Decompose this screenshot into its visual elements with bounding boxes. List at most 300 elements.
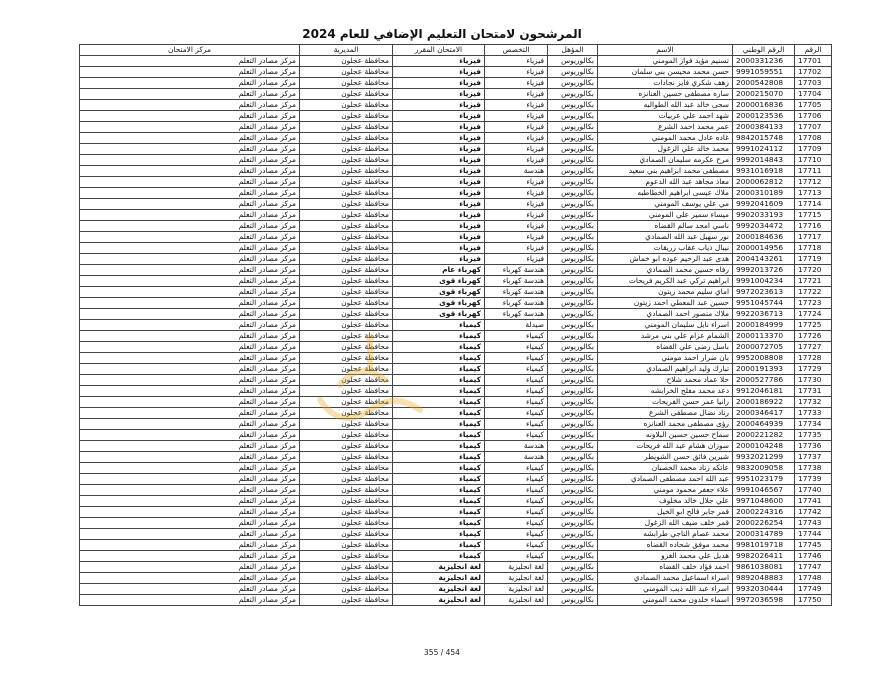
cell-no: 17747 <box>795 562 832 573</box>
cell-center: مركز مصادر التعلم <box>80 133 300 144</box>
cell-center: مركز مصادر التعلم <box>80 364 300 375</box>
cell-no: 17750 <box>795 595 832 606</box>
cell-name: قمر جابر قالح ابو الخيل <box>598 507 733 518</box>
cell-qualification: بكالوريوس <box>548 551 598 562</box>
cell-center: مركز مصادر التعلم <box>80 595 300 606</box>
cell-qualification: بكالوريوس <box>548 529 598 540</box>
cell-name: نيبال ذياب عقاب زريقات <box>598 243 733 254</box>
cell-no: 17701 <box>795 56 832 67</box>
cell-national-id: 2000186922 <box>733 397 795 408</box>
table-row <box>80 298 832 309</box>
cell-national-id: 2000104248 <box>733 441 795 452</box>
cell-specialization: كيمياء <box>485 419 548 430</box>
cell-center: مركز مصادر التعلم <box>80 386 300 397</box>
candidates-table <box>79 44 832 606</box>
cell-center: مركز مصادر التعلم <box>80 496 300 507</box>
cell-center: مركز مصادر التعلم <box>80 243 300 254</box>
cell-qualification: بكالوريوس <box>548 287 598 298</box>
cell-national-id: 9972036598 <box>733 595 795 606</box>
cell-name: ابراهيم تركي عبد الكريم فريحات <box>598 276 733 287</box>
cell-name: نور سهيل عبد الله الصمادي <box>598 232 733 243</box>
cell-center: مركز مصادر التعلم <box>80 199 300 210</box>
cell-exam: كيمياء <box>393 540 485 551</box>
cell-name: رفاه حسين محمد الصمادي <box>598 265 733 276</box>
cell-national-id: 9861038081 <box>733 562 795 573</box>
cell-directorate: محافظة عجلون <box>300 243 393 254</box>
cell-exam: كيمياء <box>393 496 485 507</box>
cell-specialization: كيمياء <box>485 430 548 441</box>
cell-name: عبد الله احمد مصطفى الصمادي <box>598 474 733 485</box>
table-row <box>80 287 832 298</box>
table-row <box>80 463 832 474</box>
cell-exam: لغة انجليزية <box>393 595 485 606</box>
cell-national-id: 2000123536 <box>733 111 795 122</box>
table-row <box>80 408 832 419</box>
table-row <box>80 265 832 276</box>
cell-qualification: بكالوريوس <box>548 540 598 551</box>
cell-qualification: بكالوريوس <box>548 397 598 408</box>
cell-specialization: كيمياء <box>485 518 548 529</box>
cell-specialization: فيزياء <box>485 243 548 254</box>
cell-specialization: لغة انجليزية <box>485 584 548 595</box>
cell-directorate: محافظة عجلون <box>300 364 393 375</box>
cell-specialization: صيدلة <box>485 320 548 331</box>
cell-directorate: محافظة عجلون <box>300 67 393 78</box>
cell-center: مركز مصادر التعلم <box>80 276 300 287</box>
cell-national-id: 9992014843 <box>733 155 795 166</box>
cell-no: 17728 <box>795 353 832 364</box>
cell-national-id: 2000346417 <box>733 408 795 419</box>
cell-directorate: محافظة عجلون <box>300 595 393 606</box>
cell-directorate: محافظة عجلون <box>300 397 393 408</box>
cell-national-id: 2000314789 <box>733 529 795 540</box>
cell-directorate: محافظة عجلون <box>300 287 393 298</box>
cell-center: مركز مصادر التعلم <box>80 529 300 540</box>
cell-no: 17715 <box>795 210 832 221</box>
cell-center: مركز مصادر التعلم <box>80 56 300 67</box>
cell-qualification: بكالوريوس <box>548 562 598 573</box>
cell-name: سوزان هشام عبد الله فريحات <box>598 441 733 452</box>
cell-specialization: كيمياء <box>485 551 548 562</box>
cell-national-id: 9932030444 <box>733 584 795 595</box>
cell-specialization: كيمياء <box>485 331 548 342</box>
table-row <box>80 595 832 606</box>
cell-name: رناد نضال مصطفى الشرع <box>598 408 733 419</box>
cell-directorate: محافظة عجلون <box>300 562 393 573</box>
cell-center: مركز مصادر التعلم <box>80 331 300 342</box>
cell-national-id: 9991046567 <box>733 485 795 496</box>
table-row <box>80 67 832 78</box>
cell-specialization: هندسة كهرباء <box>485 287 548 298</box>
cell-qualification: بكالوريوس <box>548 276 598 287</box>
cell-exam: كيمياء <box>393 408 485 419</box>
cell-center: مركز مصادر التعلم <box>80 474 300 485</box>
cell-no: 17711 <box>795 166 832 177</box>
cell-no: 17704 <box>795 89 832 100</box>
cell-name: اسراء اسماعيل محمد الصمادي <box>598 573 733 584</box>
cell-directorate: محافظة عجلون <box>300 540 393 551</box>
cell-specialization: فيزياء <box>485 100 548 111</box>
cell-exam: فيزياء <box>393 177 485 188</box>
table-row <box>80 353 832 364</box>
cell-national-id: 9912046181 <box>733 386 795 397</box>
table-row <box>80 89 832 100</box>
cell-national-id: 2000464939 <box>733 419 795 430</box>
cell-qualification: بكالوريوس <box>548 573 598 584</box>
cell-directorate: محافظة عجلون <box>300 485 393 496</box>
cell-specialization: هندسة كهرباء <box>485 265 548 276</box>
cell-exam: فيزياء <box>393 67 485 78</box>
cell-center: مركز مصادر التعلم <box>80 518 300 529</box>
cell-specialization: فيزياء <box>485 122 548 133</box>
cell-no: 17730 <box>795 375 832 386</box>
cell-national-id: 2000072705 <box>733 342 795 353</box>
cell-no: 17722 <box>795 287 832 298</box>
cell-specialization: فيزياء <box>485 67 548 78</box>
cell-center: مركز مصادر التعلم <box>80 562 300 573</box>
cell-center: مركز مصادر التعلم <box>80 309 300 320</box>
cell-qualification: بكالوريوس <box>548 518 598 529</box>
cell-no: 17734 <box>795 419 832 430</box>
cell-national-id: 9892048883 <box>733 573 795 584</box>
cell-exam: فيزياء <box>393 100 485 111</box>
header-name: الاسم <box>598 45 733 56</box>
cell-exam: فيزياء <box>393 89 485 100</box>
cell-national-id: 2000331236 <box>733 56 795 67</box>
cell-center: مركز مصادر التعلم <box>80 430 300 441</box>
cell-exam: كيمياء <box>393 320 485 331</box>
cell-qualification: بكالوريوس <box>548 353 598 364</box>
table-row <box>80 210 832 221</box>
cell-qualification: بكالوريوس <box>548 507 598 518</box>
cell-directorate: محافظة عجلون <box>300 210 393 221</box>
cell-qualification: بكالوريوس <box>548 67 598 78</box>
table-row <box>80 529 832 540</box>
cell-center: مركز مصادر التعلم <box>80 507 300 518</box>
table-row <box>80 320 832 331</box>
cell-exam: فيزياء <box>393 78 485 89</box>
cell-qualification: بكالوريوس <box>548 111 598 122</box>
header-no: الرقم <box>795 45 832 56</box>
cell-qualification: بكالوريوس <box>548 342 598 353</box>
cell-directorate: محافظة عجلون <box>300 122 393 133</box>
cell-exam: كيمياء <box>393 353 485 364</box>
cell-center: مركز مصادر التعلم <box>80 166 300 177</box>
cell-no: 17729 <box>795 364 832 375</box>
cell-no: 17718 <box>795 243 832 254</box>
cell-directorate: محافظة عجلون <box>300 155 393 166</box>
cell-directorate: محافظة عجلون <box>300 551 393 562</box>
table-row <box>80 232 832 243</box>
table-row <box>80 221 832 232</box>
cell-directorate: محافظة عجلون <box>300 133 393 144</box>
cell-directorate: محافظة عجلون <box>300 100 393 111</box>
cell-name: ساره مصطفى حسين العنانزه <box>598 89 733 100</box>
cell-national-id: 2000226254 <box>733 518 795 529</box>
cell-directorate: محافظة عجلون <box>300 419 393 430</box>
cell-national-id: 9902033193 <box>733 210 795 221</box>
cell-name: سماح حسين حسين البلاونه <box>598 430 733 441</box>
cell-name: غاده عادل محمد المومني <box>598 133 733 144</box>
cell-specialization: لغة انجليزية <box>485 573 548 584</box>
cell-exam: كيمياء <box>393 386 485 397</box>
cell-exam: فيزياء <box>393 155 485 166</box>
cell-national-id: 2004143261 <box>733 254 795 265</box>
cell-directorate: محافظة عجلون <box>300 298 393 309</box>
cell-directorate: محافظة عجلون <box>300 507 393 518</box>
cell-exam: فيزياء <box>393 210 485 221</box>
cell-specialization: كيمياء <box>485 507 548 518</box>
cell-exam: كيمياء <box>393 430 485 441</box>
table-row <box>80 485 832 496</box>
cell-name: قمر خلف ضيف الله الزغول <box>598 518 733 529</box>
table-row <box>80 243 832 254</box>
table-row <box>80 584 832 595</box>
cell-exam: كيمياء <box>393 463 485 474</box>
cell-no: 17717 <box>795 232 832 243</box>
cell-directorate: محافظة عجلون <box>300 320 393 331</box>
cell-qualification: بكالوريوس <box>548 375 598 386</box>
cell-directorate: محافظة عجلون <box>300 276 393 287</box>
table-row <box>80 562 832 573</box>
cell-qualification: بكالوريوس <box>548 298 598 309</box>
cell-qualification: بكالوريوس <box>548 265 598 276</box>
cell-national-id: 9992034472 <box>733 221 795 232</box>
cell-directorate: محافظة عجلون <box>300 474 393 485</box>
cell-national-id: 2000384133 <box>733 122 795 133</box>
cell-specialization: فيزياء <box>485 199 548 210</box>
cell-exam: كيمياء <box>393 364 485 375</box>
cell-directorate: محافظة عجلون <box>300 56 393 67</box>
cell-qualification: بكالوريوس <box>548 595 598 606</box>
cell-qualification: بكالوريوس <box>548 430 598 441</box>
cell-directorate: محافظة عجلون <box>300 529 393 540</box>
cell-qualification: بكالوريوس <box>548 89 598 100</box>
cell-no: 17741 <box>795 496 832 507</box>
cell-exam: كيمياء <box>393 507 485 518</box>
cell-center: مركز مصادر التعلم <box>80 210 300 221</box>
cell-national-id: 2000113370 <box>733 331 795 342</box>
cell-qualification: بكالوريوس <box>548 364 598 375</box>
cell-specialization: فيزياء <box>485 78 548 89</box>
cell-national-id: 2000215070 <box>733 89 795 100</box>
cell-specialization: فيزياء <box>485 232 548 243</box>
cell-no: 17737 <box>795 452 832 463</box>
cell-specialization: كيمياء <box>485 529 548 540</box>
cell-center: مركز مصادر التعلم <box>80 452 300 463</box>
cell-exam: فيزياء <box>393 254 485 265</box>
cell-no: 17725 <box>795 320 832 331</box>
cell-directorate: محافظة عجلون <box>300 518 393 529</box>
cell-directorate: محافظة عجلون <box>300 111 393 122</box>
cell-specialization: كيمياء <box>485 540 548 551</box>
cell-center: مركز مصادر التعلم <box>80 485 300 496</box>
cell-specialization: كيمياء <box>485 397 548 408</box>
cell-specialization: لغة انجليزية <box>485 562 548 573</box>
cell-directorate: محافظة عجلون <box>300 199 393 210</box>
table-row <box>80 430 832 441</box>
cell-exam: فيزياء <box>393 232 485 243</box>
cell-name: مرح عكرمه سليمان الصمادي <box>598 155 733 166</box>
table-row <box>80 518 832 529</box>
cell-national-id: 9991059551 <box>733 67 795 78</box>
cell-no: 17707 <box>795 122 832 133</box>
cell-national-id: 9951023179 <box>733 474 795 485</box>
cell-directorate: محافظة عجلون <box>300 353 393 364</box>
cell-no: 17703 <box>795 78 832 89</box>
cell-specialization: فيزياء <box>485 56 548 67</box>
cell-name: محمد موفق شحاده القضاه <box>598 540 733 551</box>
cell-specialization: كيمياء <box>485 342 548 353</box>
cell-specialization: هندسة كهرباء <box>485 276 548 287</box>
cell-name: اسراء عبد الله ذيب المومني <box>598 584 733 595</box>
cell-exam: كيمياء <box>393 518 485 529</box>
cell-exam: كيمياء <box>393 441 485 452</box>
cell-national-id: 9971048600 <box>733 496 795 507</box>
cell-qualification: بكالوريوس <box>548 221 598 232</box>
cell-name: اسراء نايل سليمان المومني <box>598 320 733 331</box>
table-row <box>80 364 832 375</box>
cell-specialization: كيمياء <box>485 353 548 364</box>
cell-exam: فيزياء <box>393 133 485 144</box>
table-row <box>80 144 832 155</box>
cell-center: مركز مصادر التعلم <box>80 441 300 452</box>
cell-name: حسن محمد محيسن بني سلمان <box>598 67 733 78</box>
table-header-row <box>80 45 832 56</box>
header-center: مركز الامتحان <box>80 45 300 56</box>
cell-exam: كهرباء قوى <box>393 276 485 287</box>
cell-specialization: فيزياء <box>485 210 548 221</box>
cell-exam: لغة انجليزية <box>393 573 485 584</box>
table-row <box>80 375 832 386</box>
cell-name: بان ضرار احمد مومني <box>598 353 733 364</box>
cell-national-id: 2000191393 <box>733 364 795 375</box>
cell-national-id: 9992041609 <box>733 199 795 210</box>
cell-qualification: بكالوريوس <box>548 243 598 254</box>
cell-name: حلا عماد محمد شلاح <box>598 375 733 386</box>
cell-no: 17724 <box>795 309 832 320</box>
cell-qualification: بكالوريوس <box>548 419 598 430</box>
cell-specialization: كيمياء <box>485 485 548 496</box>
cell-exam: فيزياء <box>393 111 485 122</box>
cell-no: 17721 <box>795 276 832 287</box>
cell-qualification: بكالوريوس <box>548 232 598 243</box>
cell-national-id: 9951045744 <box>733 298 795 309</box>
cell-no: 17710 <box>795 155 832 166</box>
table-row <box>80 507 832 518</box>
cell-qualification: بكالوريوس <box>548 122 598 133</box>
cell-name: ناسي امجد سالم القضاه <box>598 221 733 232</box>
cell-directorate: محافظة عجلون <box>300 342 393 353</box>
cell-center: مركز مصادر التعلم <box>80 419 300 430</box>
cell-directorate: محافظة عجلون <box>300 232 393 243</box>
cell-qualification: بكالوريوس <box>548 254 598 265</box>
cell-center: مركز مصادر التعلم <box>80 298 300 309</box>
cell-qualification: بكالوريوس <box>548 155 598 166</box>
cell-exam: كهرباء قوى <box>393 309 485 320</box>
header-national-id: الرقم الوطني <box>733 45 795 56</box>
cell-no: 17719 <box>795 254 832 265</box>
cell-exam: كيمياء <box>393 375 485 386</box>
cell-exam: كيمياء <box>393 342 485 353</box>
table-row <box>80 276 832 287</box>
cell-name: عاتكه زناد محمد الحصبان <box>598 463 733 474</box>
cell-national-id: 2000310189 <box>733 188 795 199</box>
cell-exam: كهرباء قوى <box>393 298 485 309</box>
cell-national-id: 9992013726 <box>733 265 795 276</box>
cell-qualification: بكالوريوس <box>548 474 598 485</box>
table-body <box>80 56 832 606</box>
cell-directorate: محافظة عجلون <box>300 375 393 386</box>
table-row <box>80 155 832 166</box>
cell-center: مركز مصادر التعلم <box>80 188 300 199</box>
cell-directorate: محافظة عجلون <box>300 254 393 265</box>
cell-national-id: 9991024112 <box>733 144 795 155</box>
cell-name: باسل رضى علي القضاه <box>598 342 733 353</box>
cell-national-id: 9932021299 <box>733 452 795 463</box>
table-row <box>80 177 832 188</box>
cell-no: 17726 <box>795 331 832 342</box>
cell-name: اسماء خلدون محمد المومني <box>598 595 733 606</box>
cell-national-id: 2000224316 <box>733 507 795 518</box>
cell-exam: فيزياء <box>393 144 485 155</box>
cell-name: زهف شكري فايز نجادات <box>598 78 733 89</box>
cell-name: دعد محمد مفلح الخرابشه <box>598 386 733 397</box>
cell-specialization: كيمياء <box>485 496 548 507</box>
table-row <box>80 474 832 485</box>
cell-center: مركز مصادر التعلم <box>80 111 300 122</box>
cell-qualification: بكالوريوس <box>548 78 598 89</box>
table-row <box>80 309 832 320</box>
table-row <box>80 419 832 430</box>
cell-qualification: بكالوريوس <box>548 386 598 397</box>
cell-exam: لغة انجليزية <box>393 562 485 573</box>
table-row <box>80 452 832 463</box>
cell-directorate: محافظة عجلون <box>300 584 393 595</box>
cell-center: مركز مصادر التعلم <box>80 342 300 353</box>
cell-national-id: 9972023613 <box>733 287 795 298</box>
cell-directorate: محافظة عجلون <box>300 144 393 155</box>
table-row <box>80 78 832 89</box>
cell-qualification: بكالوريوس <box>548 210 598 221</box>
cell-name: علي جلال خالد مخلوف <box>598 496 733 507</box>
cell-directorate: محافظة عجلون <box>300 386 393 397</box>
cell-name: عمر محمد احمد الشرع <box>598 122 733 133</box>
cell-no: 17716 <box>795 221 832 232</box>
cell-directorate: محافظة عجلون <box>300 78 393 89</box>
cell-directorate: محافظة عجلون <box>300 331 393 342</box>
cell-name: هدى عبد الرحيم عوده ابو خماش <box>598 254 733 265</box>
cell-specialization: هندسة كهرباء <box>485 298 548 309</box>
cell-directorate: محافظة عجلون <box>300 309 393 320</box>
cell-national-id: 9991004234 <box>733 276 795 287</box>
cell-no: 17713 <box>795 188 832 199</box>
cell-center: مركز مصادر التعلم <box>80 177 300 188</box>
cell-specialization: هندسة كهرباء <box>485 309 548 320</box>
header-directorate: المديرية <box>300 45 393 56</box>
cell-no: 17736 <box>795 441 832 452</box>
cell-specialization: فيزياء <box>485 188 548 199</box>
cell-directorate: محافظة عجلون <box>300 89 393 100</box>
cell-center: مركز مصادر التعلم <box>80 144 300 155</box>
cell-exam: فيزياء <box>393 221 485 232</box>
table-row <box>80 133 832 144</box>
cell-no: 17738 <box>795 463 832 474</box>
cell-center: مركز مصادر التعلم <box>80 221 300 232</box>
cell-name: تبارك وليد ابراهيم الصمادي <box>598 364 733 375</box>
cell-directorate: محافظة عجلون <box>300 188 393 199</box>
cell-exam: كهرباء عام <box>393 265 485 276</box>
